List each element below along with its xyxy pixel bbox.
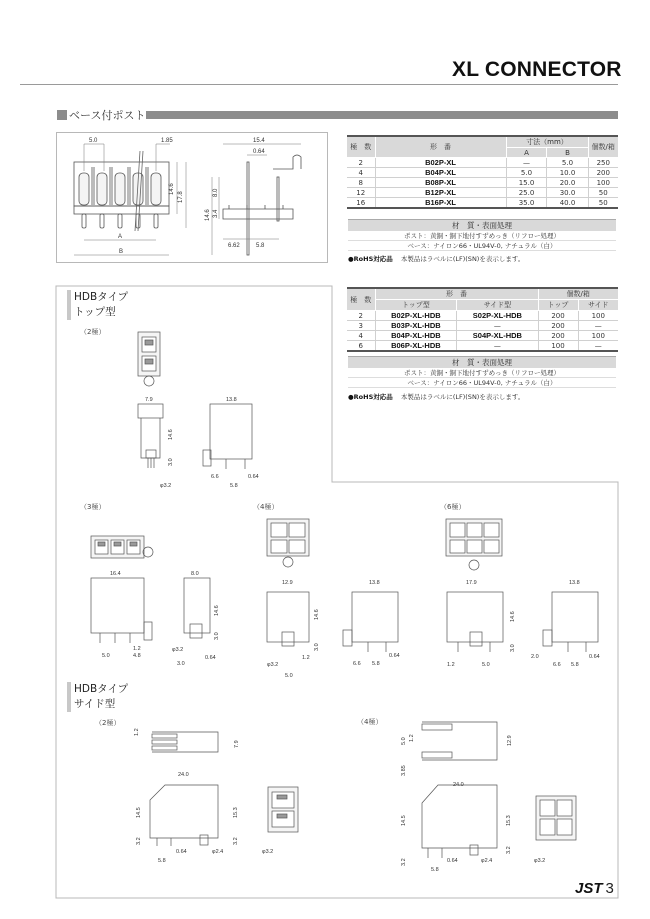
dim: 3.0	[510, 644, 516, 652]
dim: 5.0	[401, 737, 407, 745]
cell-a: 15.0	[506, 178, 547, 188]
heading-line1: HDBタイプ	[74, 291, 129, 303]
dim-17.8: 17.8	[178, 191, 184, 203]
cell-a: 5.0	[506, 168, 547, 178]
dim: 14.6	[510, 611, 516, 622]
jst-logo: JST	[575, 880, 603, 897]
col-qty: 個数/箱	[588, 136, 618, 158]
dim: φ3.2	[172, 647, 184, 653]
dim: 0.64	[447, 858, 458, 864]
cell-poles: 16	[347, 198, 375, 209]
pole-label-side-4: （4極）	[357, 718, 383, 726]
dim: 5.0	[285, 673, 293, 679]
heading-line2: サイド型	[74, 698, 116, 710]
cell-poles: 4	[347, 331, 375, 341]
dim: 1.2	[134, 728, 140, 736]
dim: 1.2	[409, 734, 415, 742]
dim: 3.2	[233, 837, 239, 845]
dim: 13.8	[226, 397, 237, 403]
page-number: 3	[605, 880, 614, 897]
col-dimensions: 寸法（mm）	[506, 136, 588, 148]
dim: 3.85	[401, 765, 407, 776]
col-poles: 極 数	[347, 136, 375, 158]
dim: 0.64	[389, 653, 400, 659]
col-dim-a: A	[506, 148, 547, 158]
pole-label-top-6: （6極）	[440, 503, 466, 511]
cell-part-no: B16P-XL	[375, 198, 506, 209]
pole-label-top-3: （3極）	[80, 503, 106, 511]
cell-a: 35.0	[506, 198, 547, 209]
dim: 16.4	[110, 571, 121, 577]
dim: 5.8	[372, 661, 380, 667]
cell-qty-side: 100	[578, 311, 618, 321]
dim: 5.0	[102, 653, 110, 659]
material-line: ポスト：黄銅・銅下地付すずめっき（リフロー処理）	[348, 231, 616, 241]
dim-0.64: 0.64	[253, 149, 265, 155]
heading-line1: HDBタイプ	[74, 683, 129, 695]
cell-b: 10.0	[547, 168, 588, 178]
pole-label-top-2: （2極）	[80, 328, 106, 336]
col-side-type: サイド型	[457, 300, 538, 311]
cell-side-part: S04P-XL-HDB	[457, 331, 538, 341]
rohs-text: 本製品はラベルに(LF)(SN)を表示します。	[400, 393, 525, 401]
dim: 15.3	[506, 815, 512, 826]
dim: 7.9	[145, 397, 153, 403]
dim: 3.0	[214, 632, 220, 640]
cell-a: —	[506, 158, 547, 168]
material-line: ポスト：黄銅・銅下地付すずめっき（リフロー処理）	[348, 368, 616, 378]
cell-qty-side: —	[578, 321, 618, 331]
dim: 6.6	[211, 474, 219, 480]
dim: 3.0	[168, 458, 174, 466]
cell-top-part: B06P-XL-HDB	[375, 341, 457, 352]
col-qty-side: サイド	[578, 300, 618, 311]
cell-a: 25.0	[506, 188, 547, 198]
col-dim-b: B	[547, 148, 588, 158]
cell-poles: 2	[347, 158, 375, 168]
dim: φ3.2	[262, 849, 274, 855]
cell-poles: 2	[347, 311, 375, 321]
cell-qty-side: 100	[578, 331, 618, 341]
page-footer	[575, 880, 614, 897]
material-heading: 材 質・表面処理	[348, 219, 616, 231]
dim: 14.5	[136, 807, 142, 818]
dim: 2.0	[531, 654, 539, 660]
dim: 14.6	[314, 609, 320, 620]
col-part-no: 形 番	[375, 136, 506, 158]
heading-line2: トップ型	[74, 306, 116, 318]
dim-B: B	[119, 249, 124, 255]
cell-poles: 3	[347, 321, 375, 331]
rohs-label: ●RoHS対応品	[348, 255, 393, 263]
cell-qty-top: 200	[538, 311, 578, 321]
dim: 4.8	[133, 653, 141, 659]
cell-qty: 250	[588, 158, 618, 168]
cell-side-part: —	[457, 341, 538, 352]
dim-14.6: 14.6	[169, 183, 175, 195]
cell-poles: 4	[347, 168, 375, 178]
cell-qty: 200	[588, 168, 618, 178]
hdb-side-type-heading	[67, 682, 128, 712]
dim-5.8: 5.8	[256, 243, 265, 249]
dim: 3.0	[314, 643, 320, 651]
cell-qty: 50	[588, 188, 618, 198]
pole-label-side-2: （2極）	[95, 719, 121, 727]
cell-poles: 8	[347, 178, 375, 188]
material-heading: 材 質・表面処理	[348, 356, 616, 368]
dim: 14.6	[214, 605, 220, 616]
dim: 3.0	[177, 661, 185, 667]
dim: 5.8	[230, 483, 238, 489]
col-qty: 個数/箱	[538, 288, 618, 300]
dim: 5.8	[431, 867, 439, 873]
dim: 13.8	[369, 580, 380, 586]
cell-side-part: S02P-XL-HDB	[457, 311, 538, 321]
col-qty-top: トップ	[538, 300, 578, 311]
pole-label-top-4: （4極）	[253, 503, 279, 511]
dim-3.4: 3.4	[213, 209, 219, 218]
dim: 24.0	[453, 782, 464, 788]
section-heading-label: ベース付ポスト	[69, 109, 146, 122]
dim-6.62: 6.62	[228, 243, 240, 249]
rohs-label: ●RoHS対応品	[348, 393, 393, 401]
dim: φ2.4	[481, 858, 493, 864]
dim: 0.64	[176, 849, 187, 855]
cell-qty-side: —	[578, 341, 618, 352]
cell-qty-top: 200	[538, 321, 578, 331]
cell-part-no: B02P-XL	[375, 158, 506, 168]
cell-b: 5.0	[547, 158, 588, 168]
dim-1.85: 1.85	[161, 138, 173, 144]
dim: 12.9	[507, 735, 513, 746]
dim: φ3.2	[267, 662, 279, 668]
dim: 1.2	[447, 662, 455, 668]
dim: 0.64	[589, 654, 600, 660]
cell-part-no: B04P-XL	[375, 168, 506, 178]
dim: 5.8	[571, 662, 579, 668]
dim: 0.64	[205, 655, 216, 661]
material-line: ベース：ナイロン66・UL94V-0, ナチュラル（白）	[348, 378, 616, 388]
dim: 15.3	[233, 807, 239, 818]
dim: φ3.2	[534, 858, 546, 864]
dim: 1.2	[302, 655, 310, 661]
dim: 8.0	[191, 571, 199, 577]
cell-top-part: B04P-XL-HDB	[375, 331, 457, 341]
dim-15.4: 15.4	[253, 138, 265, 144]
dim: 6.6	[353, 661, 361, 667]
cell-qty-top: 200	[538, 331, 578, 341]
cell-qty: 100	[588, 178, 618, 188]
dim: 7.9	[234, 740, 240, 748]
col-poles: 極 数	[347, 288, 375, 311]
dim: 13.8	[569, 580, 580, 586]
dim-A: A	[118, 234, 123, 240]
dim: 5.8	[158, 858, 166, 864]
dim: 3.2	[136, 837, 142, 845]
cell-part-no: B08P-XL	[375, 178, 506, 188]
cell-b: 40.0	[547, 198, 588, 209]
col-part-no: 形 番	[375, 288, 538, 300]
dim: 17.9	[466, 580, 477, 586]
dim: 1.2	[133, 646, 141, 652]
cell-b: 20.0	[547, 178, 588, 188]
cell-top-part: B02P-XL-HDB	[375, 311, 457, 321]
material-line: ベース：ナイロン66・UL94V-0, ナチュラル（白）	[348, 241, 616, 251]
dim: 3.2	[401, 858, 407, 866]
cell-qty: 50	[588, 198, 618, 209]
dim-14.6-side: 14.6	[205, 209, 211, 221]
dim: 24.0	[178, 772, 189, 778]
dim: 12.9	[282, 580, 293, 586]
rohs-text: 本製品はラベルに(LF)(SN)を表示します。	[400, 255, 525, 263]
dim: 3.2	[506, 846, 512, 854]
dim: 0.64	[248, 474, 259, 480]
dim: 14.6	[168, 429, 174, 440]
cell-poles: 12	[347, 188, 375, 198]
cell-b: 30.0	[547, 188, 588, 198]
dim: 6.6	[553, 662, 561, 668]
cell-top-part: B03P-XL-HDB	[375, 321, 457, 331]
col-top-type: トップ型	[375, 300, 457, 311]
dim-5.0: 5.0	[89, 138, 98, 144]
dim: 5.0	[482, 662, 490, 668]
dim: φ3.2	[160, 483, 172, 489]
dim: φ2.4	[212, 849, 224, 855]
dim: 14.5	[401, 815, 407, 826]
cell-poles: 6	[347, 341, 375, 352]
page-title: XL CONNECTOR	[452, 58, 622, 81]
cell-qty-top: 100	[538, 341, 578, 352]
cell-side-part: —	[457, 321, 538, 331]
cell-part-no: B12P-XL	[375, 188, 506, 198]
dim-8.0: 8.0	[213, 188, 219, 197]
